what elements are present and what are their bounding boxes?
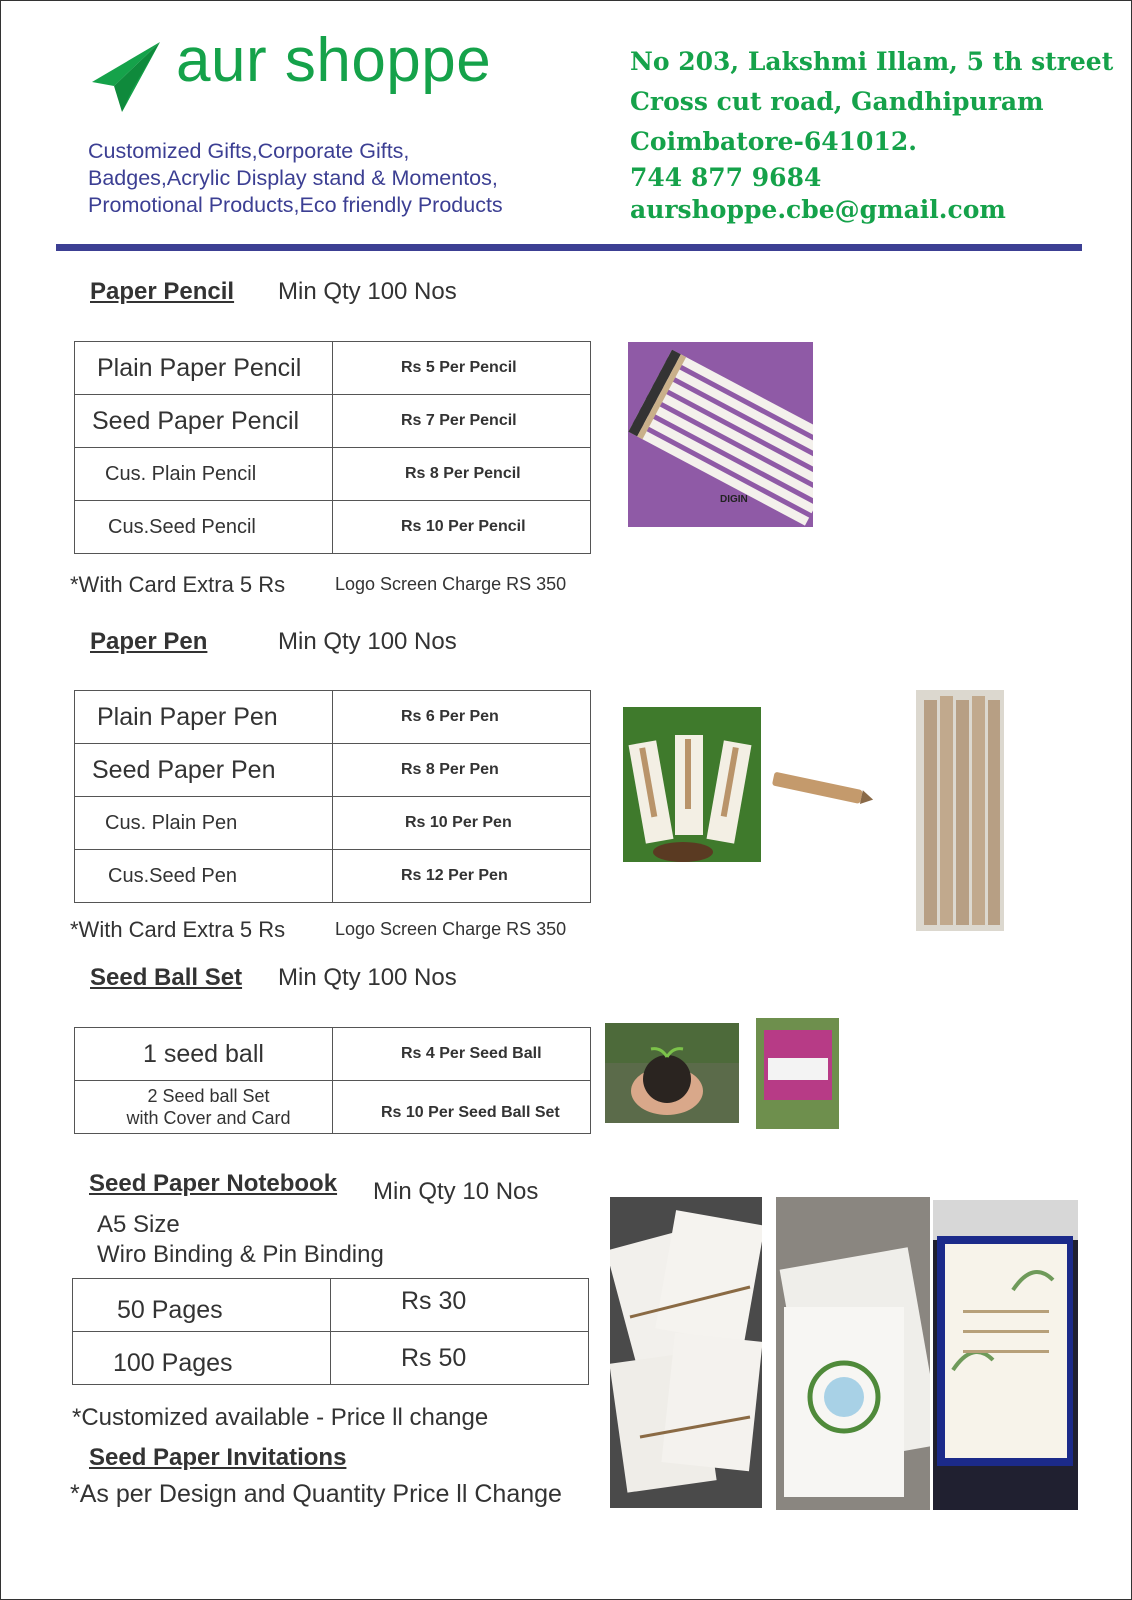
item-name: Seed Paper Pen xyxy=(75,744,333,797)
item-name-line: with Cover and Card xyxy=(126,1108,291,1128)
tagline xyxy=(88,138,503,219)
customized-note: *Customized available - Price ll change xyxy=(72,1404,489,1431)
header-divider xyxy=(56,244,1082,251)
table-row xyxy=(75,691,591,744)
table-row xyxy=(75,448,591,501)
section-title-seed-ball: Seed Ball Set xyxy=(90,964,243,991)
table-row xyxy=(73,1332,589,1385)
min-qty-notebook: Min Qty 10 Nos xyxy=(373,1178,539,1205)
section-title-pencil: Paper Pencil xyxy=(90,278,235,305)
tagline-line: Promotional Products,Eco friendly Products xyxy=(88,193,503,217)
table-row xyxy=(73,1279,589,1332)
seed-ball-card-photo xyxy=(756,1018,839,1129)
paper-plane-logo-icon xyxy=(92,42,162,112)
table-row xyxy=(75,342,591,395)
brand-name: aur shoppe xyxy=(176,26,492,95)
item-name: Plain Paper Pencil xyxy=(75,342,333,395)
pencil-photo xyxy=(628,342,813,527)
section-title-notebook: Seed Paper Notebook xyxy=(89,1170,338,1197)
address-line: Coimbatore-641012. xyxy=(630,127,917,156)
invitation-price-note: *As per Design and Quantity Price ll Change xyxy=(70,1480,562,1508)
item-name: Seed Paper Pencil xyxy=(75,395,333,448)
item-price: Rs 8 Per Pen xyxy=(333,744,591,797)
item-price: Rs 7 Per Pencil xyxy=(333,395,591,448)
item-name: Plain Paper Pen xyxy=(75,691,333,744)
item-name: Cus. Plain Pen xyxy=(75,797,333,850)
pencil-price-table xyxy=(74,341,591,554)
pen-price-table xyxy=(74,690,591,903)
notebook-price-table xyxy=(72,1278,589,1385)
table-row xyxy=(75,1081,591,1134)
item-price: Rs 8 Per Pencil xyxy=(333,448,591,501)
table-row xyxy=(75,744,591,797)
item-name xyxy=(75,1081,333,1134)
address-line: No 203, Lakshmi Illam, 5 th street xyxy=(630,47,1114,76)
notebook-size: A5 Size xyxy=(97,1211,180,1238)
logo-charge-note: Logo Screen Charge RS 350 xyxy=(335,574,567,594)
plantable-notebook-photo xyxy=(776,1197,930,1510)
min-qty-pencil: Min Qty 100 Nos xyxy=(278,278,457,305)
section-title-pen: Paper Pen xyxy=(90,628,208,655)
item-name: 50 Pages xyxy=(73,1279,331,1332)
section-title-invitations: Seed Paper Invitations xyxy=(89,1444,347,1471)
table-row xyxy=(75,501,591,554)
min-qty-seed-ball: Min Qty 100 Nos xyxy=(278,964,457,991)
contact-block xyxy=(630,42,1113,226)
item-name: Cus.Seed Pencil xyxy=(75,501,333,554)
item-price: Rs 10 Per Pencil xyxy=(333,501,591,554)
seed-ball-photo xyxy=(605,1023,739,1123)
table-row xyxy=(75,395,591,448)
logo-charge-note: Logo Screen Charge RS 350 xyxy=(335,919,567,939)
item-price: Rs 10 Per Pen xyxy=(333,797,591,850)
item-name: Cus. Plain Pencil xyxy=(75,448,333,501)
pencil-brand-text: DIGIN xyxy=(720,494,748,505)
single-pen-photo xyxy=(768,760,878,820)
table-row xyxy=(75,797,591,850)
invitation-card-photo xyxy=(933,1200,1078,1510)
min-qty-pen: Min Qty 100 Nos xyxy=(278,628,457,655)
item-name: 1 seed ball xyxy=(75,1028,333,1081)
item-price: Rs 4 Per Seed Ball xyxy=(333,1028,591,1081)
address-line: Cross cut road, Gandhipuram xyxy=(630,87,1044,116)
pen-pack-photo xyxy=(623,707,761,862)
card-extra-note: *With Card Extra 5 Rs xyxy=(70,572,286,597)
table-row xyxy=(75,1028,591,1081)
notebook-binding: Wiro Binding & Pin Binding xyxy=(97,1241,384,1268)
tagline-line: Badges,Acrylic Display stand & Momentos, xyxy=(88,166,498,190)
table-row xyxy=(75,850,591,903)
item-price: Rs 12 Per Pen xyxy=(333,850,591,903)
item-name: 100 Pages xyxy=(73,1332,331,1385)
item-price: Rs 10 Per Seed Ball Set xyxy=(333,1081,591,1134)
seed-ball-price-table xyxy=(74,1027,591,1134)
card-extra-note: *With Card Extra 5 Rs xyxy=(70,917,286,942)
item-price: Rs 5 Per Pencil xyxy=(333,342,591,395)
item-name-line: 2 Seed ball Set xyxy=(147,1086,270,1106)
item-name: Cus.Seed Pen xyxy=(75,850,333,903)
tagline-line: Customized Gifts,Corporate Gifts, xyxy=(88,139,410,163)
notebook-bundle-photo xyxy=(610,1197,762,1508)
item-price: Rs 6 Per Pen xyxy=(333,691,591,744)
item-price: Rs 50 xyxy=(331,1332,589,1385)
phone-number: 744 877 9684 xyxy=(630,163,822,192)
email-address: aurshoppe.cbe@gmail.com xyxy=(630,195,1006,224)
item-price: Rs 30 xyxy=(331,1279,589,1332)
pen-bundle-photo xyxy=(916,690,1004,931)
